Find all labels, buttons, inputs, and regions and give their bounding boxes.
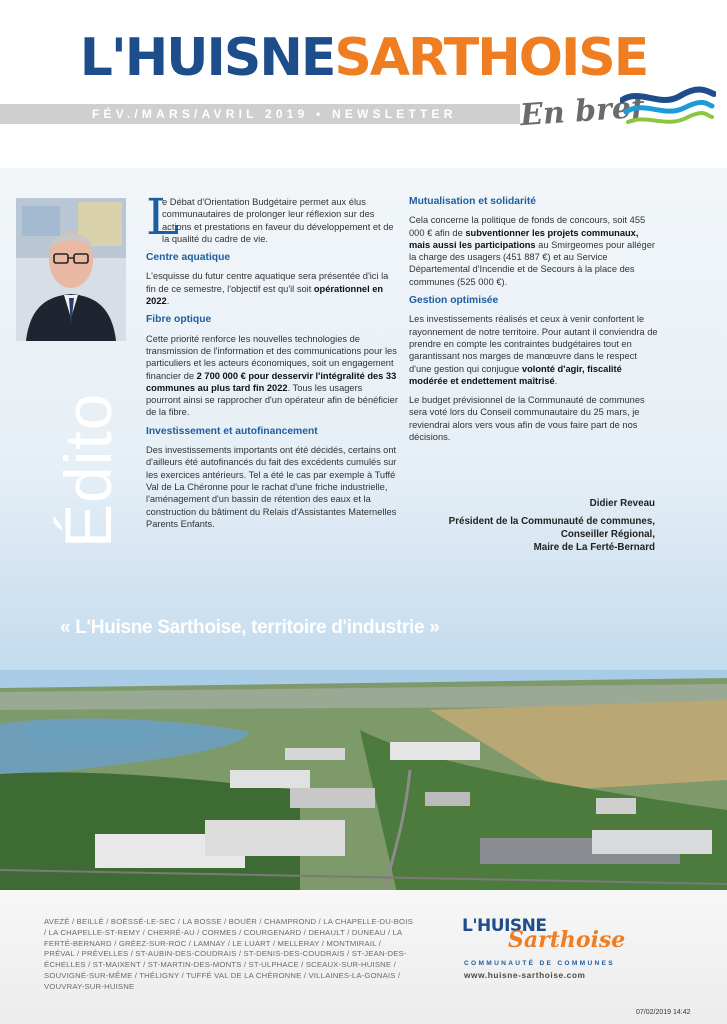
paragraph-mutualisation: Cela concerne la politique de fonds de concours, soit 455 000 € afin de subventionner les projets communaux, mais aussi les participations au Smirgeomes pour alléger la charge des usagers (451 887 €) et au Service Départemental d'Incendie et de Secours à la place des communes (525 000 €). <box>409 215 655 287</box>
edito-label: Édito <box>51 392 125 548</box>
footer-website-link[interactable]: www.huisne-sarthoise.com <box>464 970 586 980</box>
masthead-title <box>0 28 727 88</box>
heading-investissement: Investissement et autofinancement <box>146 425 318 437</box>
en-bref-subtitle: En bref <box>518 89 645 134</box>
edito-intro <box>146 188 398 246</box>
signature-role-2: Conseiller Régional, <box>560 529 655 540</box>
heading-gestion-optimisee: Gestion optimisée <box>409 295 499 307</box>
dateline-band <box>0 104 520 124</box>
paragraph-gestion-optimisee: Les investissements réalisés et ceux à venir confortent le rayonnement de notre territoire. Pour autant il conviendra de prendre en compte les contraintes budgétaires tout en garantissant nos marges de manœuvre dans le respect d'une gestion qui conjugue volonté d'agir, fiscalité modérée et endettement maîtrisé. <box>409 314 658 386</box>
heading-mutualisation: Mutualisation et solidarité <box>409 196 537 207</box>
dateline: FÉV./MARS/AVRIL 2019 • NEWSLETTER <box>92 107 457 121</box>
aerial-industrial-photo <box>0 670 727 906</box>
title-part-huisne: L'HUISNE <box>79 28 335 88</box>
footer-logo-sarthoise: Sarthoise <box>508 927 626 953</box>
signature-block <box>400 497 655 554</box>
edito-column-right <box>409 196 659 450</box>
heading-fibre-optique: Fibre optique <box>146 314 212 326</box>
portrait-photo <box>16 198 126 341</box>
signature-name: Didier Reveau <box>589 498 655 509</box>
headline-quote: « L'Huisne Sarthoise, territoire d'industrie » <box>60 617 440 638</box>
signature-role-3: Maire de La Ferté-Bernard <box>533 542 655 553</box>
intro-dropcap: L <box>146 188 180 246</box>
footer-logo <box>462 916 632 986</box>
signature-role-1: Président de la Communauté de communes, <box>448 516 655 527</box>
paragraph-closing: Le budget prévisionnel de la Communauté de communes sera voté lors du Conseil communautaire du 25 mars, je reviendrai alors vers vous afin de vous faire part de nos décisions. <box>409 395 645 443</box>
paragraph-fibre-optique: Cette priorité renforce les nouvelles technologies de transmission de l'information et des communications pour les particuliers et les acteurs économiques, soit un engagement financier de 2 700 000 € pour desservir l'intégralité des 33 communes au plus tard fin 2022. Tous les usagers pourront ainsi se rapprocher d'un opérateur afin de bénéficier de la fibre. <box>146 333 398 418</box>
footer-logo-huisne: L'HUISNE <box>462 916 547 936</box>
waves-logo-icon <box>620 86 716 128</box>
paragraph-investissement: Des investissements importants ont été décidés, certains ont d'ailleurs été autofinancés du fait des excédents cumulés sur les exercices antérieurs. Tel a été le cas par exemple à Tuffé Val de La Chéronne pour le rachat d'une friche industrielle, l'aménagement d'un bassin de rétention des eaux et la construction du bâtiment du Relais d'Assistantes Maternelles Parents Enfants. <box>146 445 397 529</box>
communes-list: AVEZÉ / BEILLÉ / BOËSSÉ-LE-SEC / LA BOSSE / BOUËR / CHAMPROND / LA CHAPELLE-DU-BOIS / LA CHAPELLE-ST-REMY / CHERRÉ-AU / CORMES / COURGENARD / DEHAULT / DUNEAU / LA FERTÉ-BERNARD / GRÉEZ-SUR-ROC / LAMNAY / LE LUART / MELLERAY / MONTMIRAIL / PRÉVAL / PRÉVELLES / ST-AUBIN-DES-COUDRAIS / ST-DENIS-DES-COUDRAIS / ST-JEAN-DES-ÉCHELLES / ST-MAIXENT / ST-MARTIN-DES-MONTS / ST-ULPHACE / SCEAUX-SUR-HUISNE / SOUVIGNÉ-SUR-MÊME / THÉLIGNY / TUFFÉ VAL DE LA CHÉRONNE / VILLAINES-LA-GONAIS / VOUVRAY-SUR-HUISNE <box>44 917 413 991</box>
title-part-sarthoise: SARTHOISE <box>334 28 648 88</box>
heading-centre-aquatique: Centre aquatique <box>146 252 231 264</box>
edito-column-left <box>146 188 398 537</box>
footer-logo-tagline: COMMUNAUTÉ DE COMMUNES <box>464 960 615 967</box>
paragraph-centre-aquatique: L'esquisse du futur centre aquatique sera présentée d'ici la fin de ce semestre, l'objectif est qu'il soit opérationnel en 2022. <box>146 271 389 307</box>
intro-text: e Débat d'Orientation Budgétaire permet aux élus communautaires de prolonger leur réflexion sur des actions et prestations en faveur du développement et de la qualité du cadre de vie. <box>162 197 394 244</box>
print-stamp: 07/02/2019 14:42 <box>636 1009 691 1016</box>
